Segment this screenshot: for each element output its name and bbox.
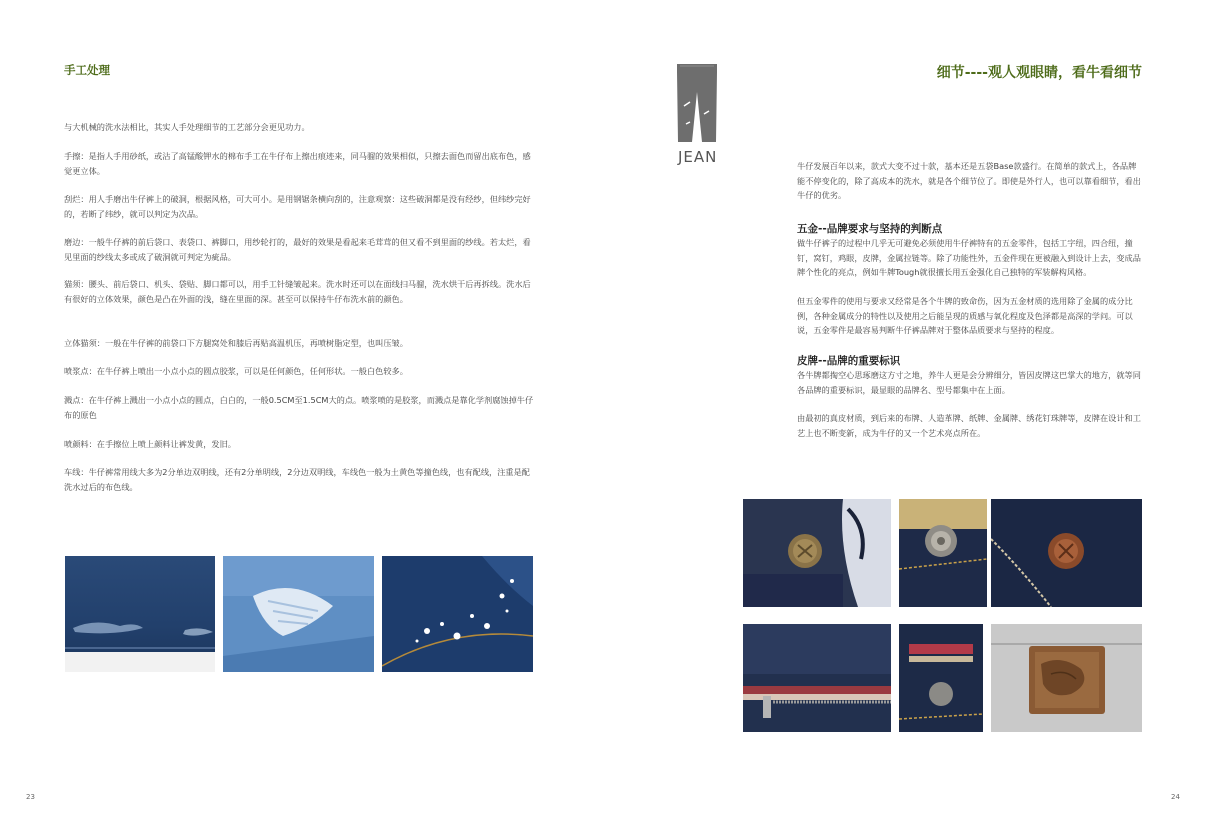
denim-scuff-photo	[65, 556, 215, 672]
paragraph: 与大机械的洗水法相比，其实人手处理细节的工艺部分会更见功力。	[64, 122, 310, 132]
paragraph: 刮烂：用人手磨出牛仔裤上的破洞，根据风格，可大可小。是用钢锯条横向刮的，注意观察：这些破洞都是没有经纱，但纬纱完好的，若断了纬纱，就可以判定为次品。	[64, 194, 531, 219]
jean-label: JEAN	[678, 148, 718, 166]
copper-button-photo	[991, 499, 1142, 607]
paragraph: 做牛仔裤子的过程中几乎无可避免必须使用牛仔裤特有的五金零件，包括工字纽，四合纽，撞钉，窝钉，鸡眼，皮牌，金属拉链等。除了功能性外，五金件现在更被融入到设计上去，变成品牌个性化的亮点，例如牛牌Tough就很擅长用五金强化自己独特的军装解构风格。	[797, 238, 1141, 277]
heading-hardware: 五金--品牌要求与坚持的判断点	[797, 223, 943, 235]
paragraph: 磨边：一般牛仔裤的前后袋口、表袋口、裤脚口，用纱轮打的，最好的效果是看起来毛茸茸的但又看不到里面的纱线。若太烂，看见里面的纱线太多或成了破洞就可判定为疵品。	[64, 237, 531, 262]
ripped-denim-photo	[223, 556, 374, 672]
zipper-detail-photo	[899, 624, 983, 732]
page-number: 24	[1171, 793, 1180, 801]
right-page	[604, 0, 1208, 825]
paragraph: 由最初的真皮材质，到后来的布牌、人造革牌、纸牌、金属牌、绣花钉珠牌等，皮牌在设计和工艺上也不断变新，成为牛仔的又一个艺术亮点所在。	[797, 413, 1141, 438]
paragraph: 但五金零件的使用与要求又经常是各个牛牌的致命伤，因为五金材质的选用除了金属的成分比例，各种金属成分的特性以及使用之后能呈现的质感与氧化程度及色泽都是高深的学问。可以说，五金零件是最容易判断牛仔裤品牌对于整体品质要求与坚持的程度。	[797, 296, 1133, 335]
paragraph: 喷颜料：在手擦位上喷上颜料让裤发黄，发旧。	[64, 439, 236, 449]
paragraph: 立体猫须：一般在牛仔裤的前袋口下方腿窝处和膝后再贴高温机压，再喷树脂定型，也叫压皱。	[64, 338, 408, 348]
zipper-pocket-photo	[743, 624, 891, 732]
heading-leather-patch: 皮牌--品牌的重要标识	[797, 355, 901, 367]
paragraph: 喷浆点：在牛仔裤上喷出一小点小点的圆点胶浆，可以是任何颜色，任何形状。一般白色较多。	[64, 366, 408, 376]
paragraph: 溅点：在牛仔裤上溅出一小点小点的圆点，白白的，一般0.5CM至1.5CM大的点。喷浆喷的是胶浆，而溅点是靠化学剂腐蚀掉牛仔布的原色	[64, 395, 534, 420]
paragraph: 猫须：腰头、前后袋口、机头、袋贴、脚口都可以，用手工针缝皱起来。洗水时还可以在面线扫马骝，洗水烘干后再拆线。洗水后有很好的立体效果，颜色是凸在外面的浅，缝在里面的深。甚至可以保持牛仔布洗水前的颜色。	[64, 279, 531, 304]
section-title-details: 细节----观人观眼睛，看牛看细节	[936, 65, 1142, 81]
rivet-button-photo	[899, 499, 987, 607]
button-closeup-photo	[743, 499, 891, 607]
paint-splatter-denim-photo	[382, 556, 533, 672]
intro-paragraph: 牛仔发展百年以来，款式大变不过十款，基本还是五袋Base款盛行。在简单的款式上，各品牌能不停变化的，除了高成本的洗水，就是各个细节位了。即使是外行人，也可以靠看细节，看出牛仔的优劣。	[797, 161, 1141, 200]
paragraph: 手擦：是指人手用砂纸，或沾了高锰酸钾水的棉布手工在牛仔布上擦出痕迹来，同马骝的效果相似，只擦去面色而留出底布色，感觉更立体。	[64, 151, 531, 176]
jeans-icon	[676, 64, 718, 144]
paragraph: 各牛牌都掏空心思琢磨这方寸之地，养牛人更是会分辨细分，皆因皮牌这巴掌大的地方，就等同各品牌的重要标识，最显眼的品牌名、型号都集中在上面。	[797, 370, 1141, 395]
section-title-handcraft: 手工处理	[64, 63, 110, 77]
paragraph: 车线：牛仔裤常用线大多为2分单边双明线，还有2分单明线，2分边双明线，车线色一般为土黄色等撞色线，也有配线，注重是配洗水过后的布色线。	[64, 467, 530, 492]
leather-patch-photo	[991, 624, 1142, 732]
page-number: 23	[26, 793, 35, 801]
